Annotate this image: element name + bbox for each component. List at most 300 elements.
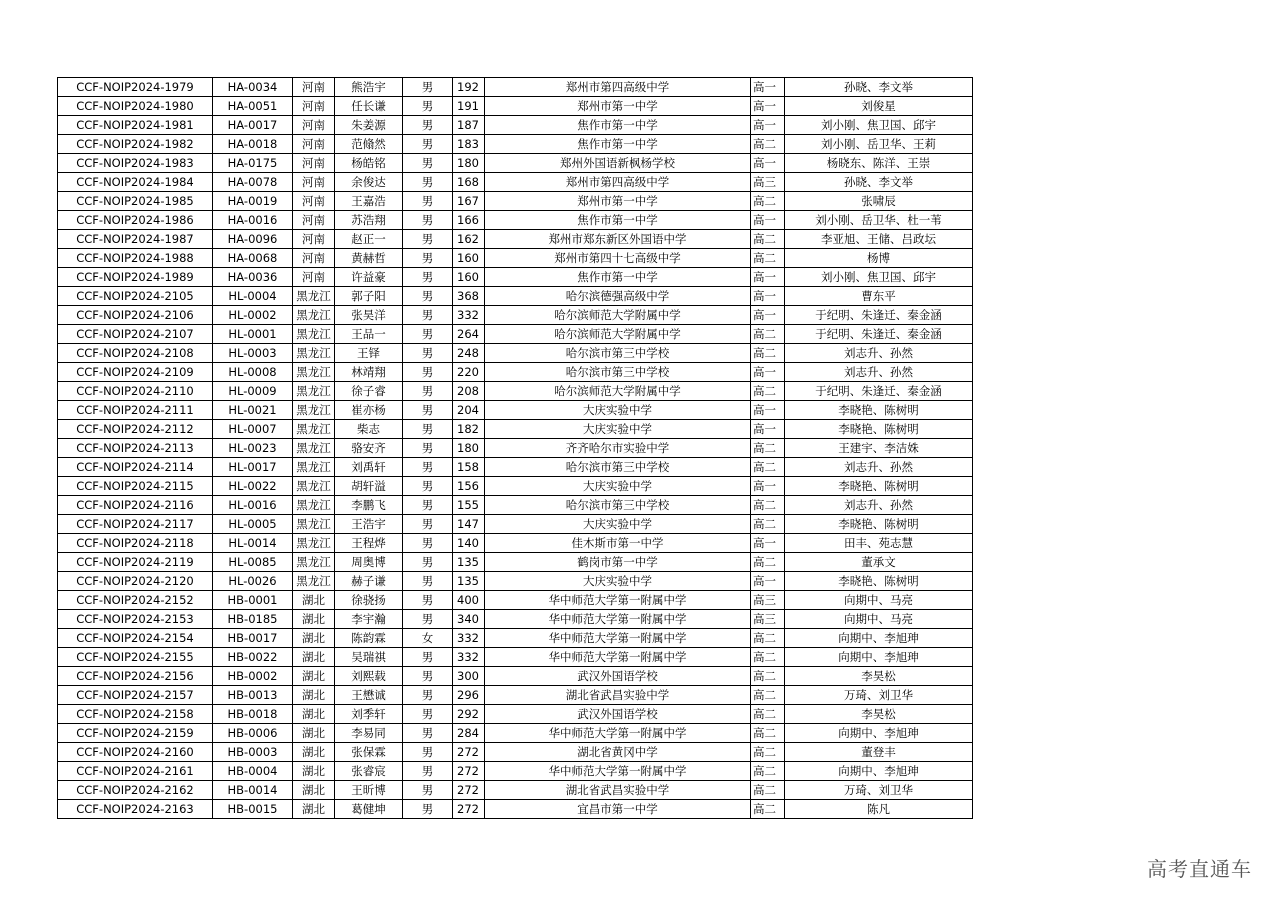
cell-gender: 男 — [403, 287, 453, 306]
cell-score: 272 — [453, 762, 485, 781]
cell-gender: 男 — [403, 401, 453, 420]
table-row — [58, 553, 973, 572]
cell-gender: 男 — [403, 610, 453, 629]
cell-contestant-id: CCF-NOIP2024-2161 — [58, 762, 213, 781]
cell-province-code: HA-0078 — [213, 173, 293, 192]
cell-score: 332 — [453, 648, 485, 667]
cell-grade: 高二 — [751, 686, 785, 705]
cell-name: 王程烨 — [335, 534, 403, 553]
cell-contestant-id: CCF-NOIP2024-2109 — [58, 363, 213, 382]
cell-school: 宜昌市第一中学 — [485, 800, 751, 819]
cell-province-code: HB-0004 — [213, 762, 293, 781]
cell-contestant-id: CCF-NOIP2024-1979 — [58, 78, 213, 97]
cell-coach: 刘俊星 — [785, 97, 973, 116]
cell-score: 160 — [453, 249, 485, 268]
cell-gender: 男 — [403, 173, 453, 192]
cell-contestant-id: CCF-NOIP2024-2110 — [58, 382, 213, 401]
cell-contestant-id: CCF-NOIP2024-2112 — [58, 420, 213, 439]
cell-grade: 高一 — [751, 268, 785, 287]
cell-province: 黑龙江 — [293, 382, 335, 401]
cell-grade: 高二 — [751, 629, 785, 648]
cell-school: 华中师范大学第一附属中学 — [485, 648, 751, 667]
cell-province-code: HB-0014 — [213, 781, 293, 800]
cell-coach: 田丰、苑志慧 — [785, 534, 973, 553]
cell-province: 湖北 — [293, 686, 335, 705]
cell-name: 徐骁扬 — [335, 591, 403, 610]
cell-coach: 向期中、李旭珅 — [785, 648, 973, 667]
cell-contestant-id: CCF-NOIP2024-2152 — [58, 591, 213, 610]
cell-coach: 李昊松 — [785, 667, 973, 686]
cell-school: 焦作市第一中学 — [485, 268, 751, 287]
cell-grade: 高一 — [751, 78, 785, 97]
cell-contestant-id: CCF-NOIP2024-1985 — [58, 192, 213, 211]
table-row — [58, 173, 973, 192]
cell-contestant-id: CCF-NOIP2024-1982 — [58, 135, 213, 154]
cell-contestant-id: CCF-NOIP2024-2162 — [58, 781, 213, 800]
cell-coach: 刘小刚、焦卫国、邱宇 — [785, 268, 973, 287]
cell-coach: 向期中、马亮 — [785, 591, 973, 610]
cell-gender: 男 — [403, 477, 453, 496]
cell-province: 黑龙江 — [293, 496, 335, 515]
cell-province-code: HL-0014 — [213, 534, 293, 553]
cell-name: 赫子谦 — [335, 572, 403, 591]
cell-school: 郑州市郑东新区外国语中学 — [485, 230, 751, 249]
cell-school: 郑州市第四高级中学 — [485, 78, 751, 97]
cell-grade: 高二 — [751, 344, 785, 363]
cell-name: 张保霖 — [335, 743, 403, 762]
cell-school: 哈尔滨市第三中学校 — [485, 344, 751, 363]
cell-grade: 高一 — [751, 363, 785, 382]
cell-province-code: HL-0023 — [213, 439, 293, 458]
cell-province-code: HL-0085 — [213, 553, 293, 572]
cell-contestant-id: CCF-NOIP2024-1981 — [58, 116, 213, 135]
table-row — [58, 629, 973, 648]
cell-name: 林靖翔 — [335, 363, 403, 382]
cell-gender: 男 — [403, 306, 453, 325]
cell-province: 黑龙江 — [293, 401, 335, 420]
cell-grade: 高三 — [751, 173, 785, 192]
cell-province-code: HB-0013 — [213, 686, 293, 705]
cell-gender: 男 — [403, 192, 453, 211]
cell-province: 湖北 — [293, 629, 335, 648]
cell-school: 哈尔滨市第三中学校 — [485, 363, 751, 382]
table-row — [58, 572, 973, 591]
cell-contestant-id: CCF-NOIP2024-2163 — [58, 800, 213, 819]
cell-province: 河南 — [293, 97, 335, 116]
cell-gender: 男 — [403, 382, 453, 401]
table-row — [58, 458, 973, 477]
cell-score: 166 — [453, 211, 485, 230]
table-row — [58, 344, 973, 363]
cell-province-code: HA-0175 — [213, 154, 293, 173]
cell-name: 王懋诚 — [335, 686, 403, 705]
cell-name: 骆安齐 — [335, 439, 403, 458]
cell-coach: 李晓艳、陈树明 — [785, 401, 973, 420]
table-row — [58, 667, 973, 686]
cell-score: 272 — [453, 800, 485, 819]
cell-school: 佳木斯市第一中学 — [485, 534, 751, 553]
cell-coach: 孙晓、李文举 — [785, 78, 973, 97]
cell-name: 朱姜源 — [335, 116, 403, 135]
cell-name: 王铎 — [335, 344, 403, 363]
cell-coach: 曹东平 — [785, 287, 973, 306]
cell-school: 华中师范大学第一附属中学 — [485, 762, 751, 781]
cell-school: 焦作市第一中学 — [485, 135, 751, 154]
cell-province: 河南 — [293, 268, 335, 287]
cell-province-code: HA-0096 — [213, 230, 293, 249]
cell-province: 河南 — [293, 192, 335, 211]
cell-province: 黑龙江 — [293, 534, 335, 553]
cell-province: 湖北 — [293, 648, 335, 667]
cell-grade: 高二 — [751, 724, 785, 743]
cell-name: 李宇瀚 — [335, 610, 403, 629]
table-row — [58, 135, 973, 154]
cell-grade: 高二 — [751, 325, 785, 344]
cell-score: 296 — [453, 686, 485, 705]
cell-score: 332 — [453, 306, 485, 325]
cell-contestant-id: CCF-NOIP2024-2107 — [58, 325, 213, 344]
cell-name: 崔亦杨 — [335, 401, 403, 420]
cell-province-code: HA-0019 — [213, 192, 293, 211]
cell-grade: 高一 — [751, 97, 785, 116]
cell-coach: 万琦、刘卫华 — [785, 781, 973, 800]
cell-gender: 男 — [403, 154, 453, 173]
cell-grade: 高二 — [751, 648, 785, 667]
cell-name: 李鹏飞 — [335, 496, 403, 515]
cell-coach: 孙晓、李文举 — [785, 173, 973, 192]
cell-contestant-id: CCF-NOIP2024-2116 — [58, 496, 213, 515]
cell-name: 刘季轩 — [335, 705, 403, 724]
cell-grade: 高二 — [751, 382, 785, 401]
cell-gender: 男 — [403, 344, 453, 363]
cell-coach: 刘小刚、岳卫华、王莉 — [785, 135, 973, 154]
cell-gender: 男 — [403, 325, 453, 344]
cell-gender: 男 — [403, 743, 453, 762]
cell-gender: 男 — [403, 667, 453, 686]
cell-province-code: HA-0051 — [213, 97, 293, 116]
cell-province-code: HA-0016 — [213, 211, 293, 230]
cell-province: 黑龙江 — [293, 553, 335, 572]
table-row — [58, 154, 973, 173]
cell-grade: 高二 — [751, 192, 785, 211]
cell-school: 大庆实验中学 — [485, 401, 751, 420]
cell-province-code: HL-0005 — [213, 515, 293, 534]
cell-province: 湖北 — [293, 705, 335, 724]
cell-grade: 高二 — [751, 249, 785, 268]
cell-gender: 男 — [403, 230, 453, 249]
cell-school: 大庆实验中学 — [485, 420, 751, 439]
cell-coach: 杨晓东、陈洋、王崇 — [785, 154, 973, 173]
cell-name: 王嘉浩 — [335, 192, 403, 211]
cell-province: 湖北 — [293, 724, 335, 743]
cell-coach: 李晓艳、陈树明 — [785, 515, 973, 534]
cell-province-code: HA-0036 — [213, 268, 293, 287]
cell-gender: 男 — [403, 572, 453, 591]
cell-school: 武汉外国语学校 — [485, 705, 751, 724]
cell-school: 武汉外国语学校 — [485, 667, 751, 686]
cell-province-code: HB-0006 — [213, 724, 293, 743]
cell-school: 哈尔滨市第三中学校 — [485, 496, 751, 515]
cell-school: 哈尔滨市第三中学校 — [485, 458, 751, 477]
cell-coach: 李亚旭、王储、吕政坛 — [785, 230, 973, 249]
cell-coach: 王建宇、李洁姝 — [785, 439, 973, 458]
cell-grade: 高三 — [751, 591, 785, 610]
cell-school: 华中师范大学第一附属中学 — [485, 629, 751, 648]
cell-score: 400 — [453, 591, 485, 610]
cell-contestant-id: CCF-NOIP2024-2113 — [58, 439, 213, 458]
cell-grade: 高二 — [751, 515, 785, 534]
cell-grade: 高一 — [751, 572, 785, 591]
cell-name: 王品一 — [335, 325, 403, 344]
cell-score: 167 — [453, 192, 485, 211]
cell-name: 柴志 — [335, 420, 403, 439]
cell-province: 黑龙江 — [293, 477, 335, 496]
cell-province: 湖北 — [293, 762, 335, 781]
cell-grade: 高二 — [751, 230, 785, 249]
cell-gender: 男 — [403, 439, 453, 458]
cell-grade: 高二 — [751, 553, 785, 572]
cell-province: 黑龙江 — [293, 439, 335, 458]
cell-score: 135 — [453, 553, 485, 572]
cell-name: 赵正一 — [335, 230, 403, 249]
cell-grade: 高一 — [751, 420, 785, 439]
cell-province: 河南 — [293, 211, 335, 230]
cell-score: 162 — [453, 230, 485, 249]
table-row — [58, 325, 973, 344]
cell-contestant-id: CCF-NOIP2024-1988 — [58, 249, 213, 268]
cell-province-code: HL-0001 — [213, 325, 293, 344]
cell-gender: 男 — [403, 211, 453, 230]
table-row — [58, 724, 973, 743]
cell-province-code: HA-0018 — [213, 135, 293, 154]
cell-grade: 高一 — [751, 534, 785, 553]
cell-province-code: HL-0003 — [213, 344, 293, 363]
cell-score: 187 — [453, 116, 485, 135]
cell-coach: 李晓艳、陈树明 — [785, 477, 973, 496]
cell-school: 哈尔滨师范大学附属中学 — [485, 382, 751, 401]
cell-gender: 男 — [403, 762, 453, 781]
cell-score: 155 — [453, 496, 485, 515]
cell-province-code: HL-0016 — [213, 496, 293, 515]
cell-province-code: HL-0021 — [213, 401, 293, 420]
table-row — [58, 230, 973, 249]
cell-contestant-id: CCF-NOIP2024-2118 — [58, 534, 213, 553]
cell-score: 332 — [453, 629, 485, 648]
cell-school: 郑州市第四十七高级中学 — [485, 249, 751, 268]
cell-school: 大庆实验中学 — [485, 572, 751, 591]
cell-name: 刘禹轩 — [335, 458, 403, 477]
table-row — [58, 515, 973, 534]
table-row — [58, 401, 973, 420]
cell-contestant-id: CCF-NOIP2024-2106 — [58, 306, 213, 325]
table-row — [58, 97, 973, 116]
cell-score: 182 — [453, 420, 485, 439]
table-row — [58, 800, 973, 819]
cell-grade: 高一 — [751, 306, 785, 325]
cell-grade: 高一 — [751, 154, 785, 173]
cell-coach: 向期中、马亮 — [785, 610, 973, 629]
table-row — [58, 249, 973, 268]
cell-score: 220 — [453, 363, 485, 382]
cell-score: 191 — [453, 97, 485, 116]
table-row — [58, 363, 973, 382]
cell-school: 哈尔滨德强高级中学 — [485, 287, 751, 306]
cell-province: 湖北 — [293, 610, 335, 629]
cell-contestant-id: CCF-NOIP2024-1986 — [58, 211, 213, 230]
cell-gender: 男 — [403, 724, 453, 743]
cell-province-code: HB-0017 — [213, 629, 293, 648]
cell-name: 周奥博 — [335, 553, 403, 572]
cell-gender: 男 — [403, 781, 453, 800]
cell-province: 河南 — [293, 116, 335, 135]
cell-name: 李易同 — [335, 724, 403, 743]
cell-name: 郭子阳 — [335, 287, 403, 306]
cell-name: 余俊达 — [335, 173, 403, 192]
table-row — [58, 268, 973, 287]
cell-province-code: HB-0002 — [213, 667, 293, 686]
cell-province: 河南 — [293, 154, 335, 173]
cell-school: 郑州外国语新枫杨学校 — [485, 154, 751, 173]
cell-coach: 张啸辰 — [785, 192, 973, 211]
cell-school: 华中师范大学第一附属中学 — [485, 591, 751, 610]
cell-province-code: HL-0002 — [213, 306, 293, 325]
cell-gender: 男 — [403, 705, 453, 724]
cell-coach: 刘志升、孙然 — [785, 344, 973, 363]
cell-contestant-id: CCF-NOIP2024-2120 — [58, 572, 213, 591]
table-row — [58, 496, 973, 515]
cell-school: 郑州市第四高级中学 — [485, 173, 751, 192]
cell-province: 黑龙江 — [293, 363, 335, 382]
cell-coach: 刘志升、孙然 — [785, 496, 973, 515]
cell-province: 黑龙江 — [293, 515, 335, 534]
cell-province-code: HB-0185 — [213, 610, 293, 629]
cell-province-code: HL-0009 — [213, 382, 293, 401]
cell-gender: 男 — [403, 800, 453, 819]
cell-grade: 高一 — [751, 211, 785, 230]
cell-gender: 男 — [403, 648, 453, 667]
cell-coach: 董登丰 — [785, 743, 973, 762]
cell-score: 272 — [453, 743, 485, 762]
cell-contestant-id: CCF-NOIP2024-2115 — [58, 477, 213, 496]
cell-province: 河南 — [293, 230, 335, 249]
cell-score: 180 — [453, 154, 485, 173]
cell-grade: 高二 — [751, 667, 785, 686]
cell-name: 任长谦 — [335, 97, 403, 116]
cell-score: 340 — [453, 610, 485, 629]
cell-name: 徐子睿 — [335, 382, 403, 401]
table-row — [58, 591, 973, 610]
table-body — [58, 78, 973, 819]
cell-province-code: HL-0004 — [213, 287, 293, 306]
cell-grade: 高二 — [751, 800, 785, 819]
cell-province: 湖北 — [293, 743, 335, 762]
cell-grade: 高二 — [751, 135, 785, 154]
cell-school: 湖北省武昌实验中学 — [485, 781, 751, 800]
cell-grade: 高一 — [751, 477, 785, 496]
cell-grade: 高一 — [751, 401, 785, 420]
cell-school: 湖北省武昌实验中学 — [485, 686, 751, 705]
cell-gender: 男 — [403, 420, 453, 439]
cell-school: 华中师范大学第一附属中学 — [485, 610, 751, 629]
cell-school: 大庆实验中学 — [485, 477, 751, 496]
cell-score: 272 — [453, 781, 485, 800]
cell-province: 黑龙江 — [293, 306, 335, 325]
cell-score: 156 — [453, 477, 485, 496]
table-row — [58, 686, 973, 705]
table-row — [58, 287, 973, 306]
cell-province-code: HA-0017 — [213, 116, 293, 135]
cell-name: 张睿宸 — [335, 762, 403, 781]
cell-province: 湖北 — [293, 591, 335, 610]
cell-gender: 男 — [403, 496, 453, 515]
cell-province: 河南 — [293, 249, 335, 268]
cell-province: 湖北 — [293, 781, 335, 800]
cell-coach: 李昊松 — [785, 705, 973, 724]
cell-score: 168 — [453, 173, 485, 192]
cell-score: 300 — [453, 667, 485, 686]
table-row — [58, 781, 973, 800]
cell-province-code: HB-0003 — [213, 743, 293, 762]
cell-name: 胡轩溢 — [335, 477, 403, 496]
cell-province-code: HB-0018 — [213, 705, 293, 724]
cell-grade: 高二 — [751, 439, 785, 458]
table-row — [58, 78, 973, 97]
cell-contestant-id: CCF-NOIP2024-2114 — [58, 458, 213, 477]
cell-score: 264 — [453, 325, 485, 344]
cell-school: 大庆实验中学 — [485, 515, 751, 534]
cell-province: 黑龙江 — [293, 344, 335, 363]
cell-coach: 陈凡 — [785, 800, 973, 819]
results-table — [57, 77, 973, 819]
cell-province-code: HL-0007 — [213, 420, 293, 439]
cell-coach: 刘志升、孙然 — [785, 458, 973, 477]
cell-gender: 男 — [403, 268, 453, 287]
cell-coach: 董承文 — [785, 553, 973, 572]
cell-coach: 向期中、李旭珅 — [785, 724, 973, 743]
cell-coach: 李晓艳、陈树明 — [785, 572, 973, 591]
cell-province: 黑龙江 — [293, 572, 335, 591]
cell-province: 黑龙江 — [293, 287, 335, 306]
cell-gender: 男 — [403, 363, 453, 382]
cell-school: 鹤岗市第一中学 — [485, 553, 751, 572]
cell-gender: 男 — [403, 458, 453, 477]
cell-province-code: HL-0026 — [213, 572, 293, 591]
cell-province: 河南 — [293, 173, 335, 192]
cell-gender: 男 — [403, 686, 453, 705]
cell-coach: 于纪明、朱逢迁、秦金涵 — [785, 325, 973, 344]
cell-province: 黑龙江 — [293, 458, 335, 477]
cell-coach: 刘志升、孙然 — [785, 363, 973, 382]
cell-province-code: HL-0017 — [213, 458, 293, 477]
cell-province-code: HA-0034 — [213, 78, 293, 97]
cell-school: 哈尔滨师范大学附属中学 — [485, 306, 751, 325]
cell-name: 王浩宇 — [335, 515, 403, 534]
cell-province-code: HB-0001 — [213, 591, 293, 610]
cell-name: 张昊洋 — [335, 306, 403, 325]
cell-name: 苏浩翔 — [335, 211, 403, 230]
cell-grade: 高二 — [751, 458, 785, 477]
table-row — [58, 306, 973, 325]
cell-score: 292 — [453, 705, 485, 724]
cell-coach: 刘小刚、焦卫国、邱宇 — [785, 116, 973, 135]
cell-contestant-id: CCF-NOIP2024-2159 — [58, 724, 213, 743]
table-row — [58, 648, 973, 667]
table-row — [58, 192, 973, 211]
cell-grade: 高三 — [751, 610, 785, 629]
cell-coach: 向期中、李旭珅 — [785, 629, 973, 648]
cell-contestant-id: CCF-NOIP2024-2154 — [58, 629, 213, 648]
cell-grade: 高二 — [751, 781, 785, 800]
